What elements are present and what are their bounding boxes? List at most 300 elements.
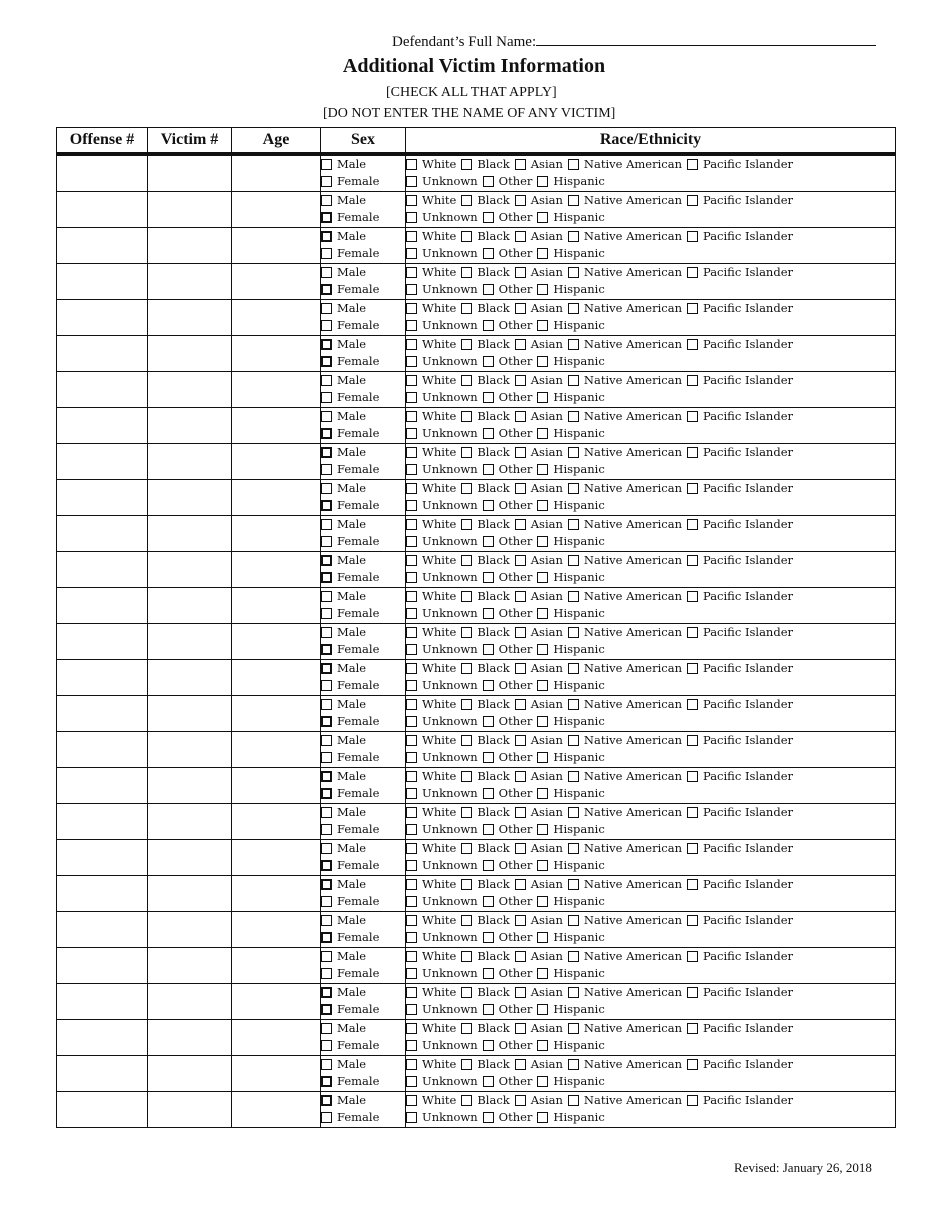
checkbox-female[interactable] [321,896,332,907]
race-option-native-american[interactable] [568,1020,682,1037]
checkbox-native-american[interactable] [568,627,579,638]
checkbox-black[interactable] [461,843,472,854]
checkbox-black[interactable] [461,1095,472,1106]
race-option-asian[interactable] [515,660,563,677]
race-option-asian[interactable] [515,588,563,605]
race-option-pacific-islander[interactable] [687,228,793,245]
offense-number-cell[interactable] [57,1092,148,1128]
checkbox-female[interactable] [321,1076,332,1087]
checkbox-female[interactable] [321,824,332,835]
race-option-native-american[interactable] [568,300,682,317]
victim-number-cell[interactable] [148,1092,232,1128]
checkbox-native-american[interactable] [568,519,579,530]
checkbox-asian[interactable] [515,267,526,278]
checkbox-hispanic[interactable] [537,608,548,619]
checkbox-native-american[interactable] [568,339,579,350]
checkbox-male[interactable] [321,807,332,818]
checkbox-male[interactable] [321,195,332,206]
checkbox-male[interactable] [321,951,332,962]
checkbox-asian[interactable] [515,735,526,746]
checkbox-white[interactable] [406,843,417,854]
checkbox-female[interactable] [321,1040,332,1051]
sex-option-male[interactable] [321,372,405,389]
race-option-hispanic[interactable] [537,605,604,622]
race-option-black[interactable] [461,804,509,821]
offense-number-cell[interactable] [57,516,148,552]
checkbox-unknown[interactable] [406,392,417,403]
offense-number-cell[interactable] [57,480,148,516]
race-option-asian[interactable] [515,480,563,497]
race-option-unknown[interactable] [406,713,478,730]
checkbox-black[interactable] [461,159,472,170]
race-option-asian[interactable] [515,336,563,353]
race-option-native-american[interactable] [568,912,682,929]
checkbox-native-american[interactable] [568,1023,579,1034]
checkbox-female[interactable] [321,644,332,655]
race-option-other[interactable] [483,785,533,802]
checkbox-asian[interactable] [515,339,526,350]
sex-option-female[interactable] [321,317,405,334]
sex-option-male[interactable] [321,696,405,713]
checkbox-other[interactable] [483,968,494,979]
checkbox-other[interactable] [483,680,494,691]
checkbox-female[interactable] [321,860,332,871]
checkbox-asian[interactable] [515,771,526,782]
checkbox-other[interactable] [483,500,494,511]
sex-option-female[interactable] [321,461,405,478]
sex-option-male[interactable] [321,768,405,785]
checkbox-pacific-islander[interactable] [687,987,698,998]
checkbox-hispanic[interactable] [537,896,548,907]
race-option-native-american[interactable] [568,984,682,1001]
race-option-black[interactable] [461,408,509,425]
checkbox-hispanic[interactable] [537,536,548,547]
checkbox-pacific-islander[interactable] [687,663,698,674]
victim-number-cell[interactable] [148,372,232,408]
checkbox-hispanic[interactable] [537,680,548,691]
age-cell[interactable] [232,552,321,588]
sex-option-female[interactable] [321,497,405,514]
race-option-pacific-islander[interactable] [687,876,793,893]
race-option-pacific-islander[interactable] [687,984,793,1001]
checkbox-male[interactable] [321,267,332,278]
race-option-asian[interactable] [515,696,563,713]
race-option-hispanic[interactable] [537,749,604,766]
race-option-pacific-islander[interactable] [687,264,793,281]
checkbox-hispanic[interactable] [537,1004,548,1015]
race-option-asian[interactable] [515,264,563,281]
age-cell[interactable] [232,300,321,336]
race-option-other[interactable] [483,1073,533,1090]
checkbox-unknown[interactable] [406,644,417,655]
checkbox-other[interactable] [483,788,494,799]
race-option-black[interactable] [461,264,509,281]
offense-number-cell[interactable] [57,1020,148,1056]
checkbox-black[interactable] [461,879,472,890]
race-option-hispanic[interactable] [537,857,604,874]
checkbox-other[interactable] [483,284,494,295]
victim-number-cell[interactable] [148,1056,232,1092]
checkbox-other[interactable] [483,1004,494,1015]
checkbox-white[interactable] [406,987,417,998]
checkbox-native-american[interactable] [568,195,579,206]
checkbox-unknown[interactable] [406,536,417,547]
victim-number-cell[interactable] [148,732,232,768]
offense-number-cell[interactable] [57,660,148,696]
race-option-hispanic[interactable] [537,1073,604,1090]
checkbox-black[interactable] [461,987,472,998]
sex-option-male[interactable] [321,984,405,1001]
checkbox-hispanic[interactable] [537,932,548,943]
race-option-asian[interactable] [515,372,563,389]
race-option-native-american[interactable] [568,444,682,461]
checkbox-hispanic[interactable] [537,320,548,331]
offense-number-cell[interactable] [57,984,148,1020]
race-option-native-american[interactable] [568,768,682,785]
sex-option-female[interactable] [321,857,405,874]
race-option-black[interactable] [461,732,509,749]
checkbox-native-american[interactable] [568,987,579,998]
checkbox-native-american[interactable] [568,879,579,890]
sex-option-female[interactable] [321,1109,405,1126]
victim-number-cell[interactable] [148,876,232,912]
checkbox-other[interactable] [483,1112,494,1123]
sex-option-male[interactable] [321,624,405,641]
checkbox-female[interactable] [321,716,332,727]
age-cell[interactable] [232,948,321,984]
race-option-white[interactable] [406,912,456,929]
offense-number-cell[interactable] [57,768,148,804]
checkbox-asian[interactable] [515,519,526,530]
race-option-hispanic[interactable] [537,461,604,478]
checkbox-hispanic[interactable] [537,752,548,763]
race-option-other[interactable] [483,317,533,334]
checkbox-white[interactable] [406,339,417,350]
race-option-hispanic[interactable] [537,821,604,838]
race-option-black[interactable] [461,1020,509,1037]
checkbox-black[interactable] [461,1059,472,1070]
race-option-hispanic[interactable] [537,173,604,190]
race-option-asian[interactable] [515,516,563,533]
age-cell[interactable] [232,840,321,876]
race-option-black[interactable] [461,948,509,965]
checkbox-female[interactable] [321,968,332,979]
checkbox-pacific-islander[interactable] [687,339,698,350]
offense-number-cell[interactable] [57,1056,148,1092]
race-option-hispanic[interactable] [537,965,604,982]
checkbox-other[interactable] [483,932,494,943]
age-cell[interactable] [232,804,321,840]
checkbox-native-american[interactable] [568,1059,579,1070]
checkbox-male[interactable] [321,231,332,242]
race-option-white[interactable] [406,948,456,965]
checkbox-male[interactable] [321,1059,332,1070]
race-option-asian[interactable] [515,408,563,425]
race-option-hispanic[interactable] [537,1037,604,1054]
race-option-asian[interactable] [515,1092,563,1109]
checkbox-black[interactable] [461,627,472,638]
offense-number-cell[interactable] [57,300,148,336]
sex-option-male[interactable] [321,1020,405,1037]
checkbox-asian[interactable] [515,447,526,458]
checkbox-female[interactable] [321,536,332,547]
race-option-hispanic[interactable] [537,1109,604,1126]
offense-number-cell[interactable] [57,804,148,840]
race-option-unknown[interactable] [406,749,478,766]
race-option-white[interactable] [406,156,456,173]
checkbox-male[interactable] [321,1095,332,1106]
checkbox-asian[interactable] [515,879,526,890]
checkbox-other[interactable] [483,392,494,403]
checkbox-unknown[interactable] [406,860,417,871]
age-cell[interactable] [232,732,321,768]
race-option-asian[interactable] [515,192,563,209]
checkbox-hispanic[interactable] [537,176,548,187]
checkbox-female[interactable] [321,284,332,295]
checkbox-male[interactable] [321,627,332,638]
checkbox-pacific-islander[interactable] [687,879,698,890]
checkbox-female[interactable] [321,212,332,223]
checkbox-pacific-islander[interactable] [687,411,698,422]
checkbox-native-american[interactable] [568,771,579,782]
checkbox-black[interactable] [461,375,472,386]
checkbox-black[interactable] [461,195,472,206]
race-option-white[interactable] [406,516,456,533]
checkbox-unknown[interactable] [406,248,417,259]
race-option-other[interactable] [483,353,533,370]
race-option-other[interactable] [483,1037,533,1054]
race-option-white[interactable] [406,1056,456,1073]
race-option-asian[interactable] [515,444,563,461]
race-option-pacific-islander[interactable] [687,1092,793,1109]
race-option-native-american[interactable] [568,372,682,389]
race-option-white[interactable] [406,840,456,857]
race-option-hispanic[interactable] [537,1001,604,1018]
checkbox-native-american[interactable] [568,591,579,602]
checkbox-male[interactable] [321,771,332,782]
race-option-white[interactable] [406,192,456,209]
checkbox-female[interactable] [321,320,332,331]
checkbox-asian[interactable] [515,987,526,998]
victim-number-cell[interactable] [148,552,232,588]
checkbox-female[interactable] [321,680,332,691]
race-option-white[interactable] [406,696,456,713]
checkbox-male[interactable] [321,483,332,494]
checkbox-other[interactable] [483,320,494,331]
checkbox-native-american[interactable] [568,843,579,854]
age-cell[interactable] [232,516,321,552]
race-option-asian[interactable] [515,300,563,317]
race-option-pacific-islander[interactable] [687,696,793,713]
sex-option-female[interactable] [321,209,405,226]
checkbox-black[interactable] [461,411,472,422]
race-option-hispanic[interactable] [537,677,604,694]
race-option-black[interactable] [461,228,509,245]
race-option-white[interactable] [406,1020,456,1037]
race-option-pacific-islander[interactable] [687,408,793,425]
checkbox-male[interactable] [321,843,332,854]
race-option-black[interactable] [461,516,509,533]
sex-option-female[interactable] [321,425,405,442]
age-cell[interactable] [232,588,321,624]
checkbox-female[interactable] [321,788,332,799]
race-option-asian[interactable] [515,840,563,857]
checkbox-asian[interactable] [515,483,526,494]
race-option-unknown[interactable] [406,569,478,586]
race-option-other[interactable] [483,929,533,946]
checkbox-asian[interactable] [515,699,526,710]
race-option-other[interactable] [483,425,533,442]
checkbox-asian[interactable] [515,159,526,170]
checkbox-hispanic[interactable] [537,392,548,403]
checkbox-hispanic[interactable] [537,212,548,223]
race-option-other[interactable] [483,281,533,298]
checkbox-white[interactable] [406,303,417,314]
race-option-pacific-islander[interactable] [687,840,793,857]
race-option-unknown[interactable] [406,677,478,694]
age-cell[interactable] [232,876,321,912]
sex-option-female[interactable] [321,245,405,262]
race-option-hispanic[interactable] [537,245,604,262]
checkbox-unknown[interactable] [406,608,417,619]
race-option-white[interactable] [406,804,456,821]
checkbox-hispanic[interactable] [537,824,548,835]
checkbox-asian[interactable] [515,627,526,638]
checkbox-white[interactable] [406,483,417,494]
checkbox-other[interactable] [483,860,494,871]
checkbox-pacific-islander[interactable] [687,1023,698,1034]
race-option-unknown[interactable] [406,425,478,442]
victim-number-cell[interactable] [148,912,232,948]
victim-number-cell[interactable] [148,588,232,624]
race-option-asian[interactable] [515,912,563,929]
race-option-other[interactable] [483,749,533,766]
checkbox-native-american[interactable] [568,447,579,458]
checkbox-asian[interactable] [515,231,526,242]
checkbox-other[interactable] [483,356,494,367]
race-option-pacific-islander[interactable] [687,156,793,173]
offense-number-cell[interactable] [57,408,148,444]
sex-option-female[interactable] [321,353,405,370]
checkbox-white[interactable] [406,1059,417,1070]
checkbox-asian[interactable] [515,375,526,386]
checkbox-male[interactable] [321,915,332,926]
race-option-other[interactable] [483,173,533,190]
race-option-pacific-islander[interactable] [687,732,793,749]
sex-option-female[interactable] [321,1037,405,1054]
victim-number-cell[interactable] [148,154,232,192]
checkbox-black[interactable] [461,231,472,242]
race-option-other[interactable] [483,713,533,730]
checkbox-asian[interactable] [515,555,526,566]
victim-number-cell[interactable] [148,696,232,732]
checkbox-white[interactable] [406,1095,417,1106]
sex-option-male[interactable] [321,192,405,209]
race-option-white[interactable] [406,732,456,749]
race-option-native-american[interactable] [568,516,682,533]
race-option-pacific-islander[interactable] [687,300,793,317]
race-option-unknown[interactable] [406,605,478,622]
race-option-native-american[interactable] [568,876,682,893]
checkbox-native-american[interactable] [568,267,579,278]
race-option-unknown[interactable] [406,857,478,874]
offense-number-cell[interactable] [57,876,148,912]
race-option-asian[interactable] [515,948,563,965]
offense-number-cell[interactable] [57,696,148,732]
race-option-white[interactable] [406,588,456,605]
offense-number-cell[interactable] [57,840,148,876]
checkbox-pacific-islander[interactable] [687,699,698,710]
checkbox-white[interactable] [406,735,417,746]
checkbox-hispanic[interactable] [537,1040,548,1051]
victim-number-cell[interactable] [148,444,232,480]
checkbox-unknown[interactable] [406,1004,417,1015]
race-option-pacific-islander[interactable] [687,552,793,569]
checkbox-asian[interactable] [515,1023,526,1034]
checkbox-pacific-islander[interactable] [687,555,698,566]
checkbox-black[interactable] [461,915,472,926]
race-option-black[interactable] [461,372,509,389]
sex-option-male[interactable] [321,444,405,461]
offense-number-cell[interactable] [57,912,148,948]
checkbox-female[interactable] [321,392,332,403]
age-cell[interactable] [232,408,321,444]
race-option-pacific-islander[interactable] [687,948,793,965]
checkbox-other[interactable] [483,1076,494,1087]
checkbox-native-american[interactable] [568,555,579,566]
checkbox-pacific-islander[interactable] [687,519,698,530]
checkbox-black[interactable] [461,951,472,962]
race-option-native-american[interactable] [568,1092,682,1109]
race-option-hispanic[interactable] [537,893,604,910]
checkbox-other[interactable] [483,608,494,619]
checkbox-white[interactable] [406,159,417,170]
checkbox-black[interactable] [461,591,472,602]
checkbox-asian[interactable] [515,411,526,422]
checkbox-hispanic[interactable] [537,968,548,979]
age-cell[interactable] [232,768,321,804]
race-option-black[interactable] [461,588,509,605]
race-option-unknown[interactable] [406,641,478,658]
race-option-unknown[interactable] [406,353,478,370]
sex-option-male[interactable] [321,228,405,245]
offense-number-cell[interactable] [57,192,148,228]
race-option-asian[interactable] [515,1056,563,1073]
checkbox-black[interactable] [461,699,472,710]
checkbox-hispanic[interactable] [537,1076,548,1087]
race-option-pacific-islander[interactable] [687,516,793,533]
age-cell[interactable] [232,154,321,192]
race-option-native-american[interactable] [568,408,682,425]
checkbox-female[interactable] [321,248,332,259]
race-option-other[interactable] [483,1109,533,1126]
checkbox-male[interactable] [321,987,332,998]
checkbox-female[interactable] [321,1112,332,1123]
victim-number-cell[interactable] [148,768,232,804]
sex-option-female[interactable] [321,1073,405,1090]
race-option-native-american[interactable] [568,1056,682,1073]
checkbox-hispanic[interactable] [537,860,548,871]
checkbox-black[interactable] [461,339,472,350]
checkbox-native-american[interactable] [568,411,579,422]
checkbox-native-american[interactable] [568,483,579,494]
checkbox-unknown[interactable] [406,500,417,511]
checkbox-female[interactable] [321,428,332,439]
checkbox-asian[interactable] [515,591,526,602]
race-option-black[interactable] [461,444,509,461]
checkbox-hispanic[interactable] [537,644,548,655]
age-cell[interactable] [232,228,321,264]
